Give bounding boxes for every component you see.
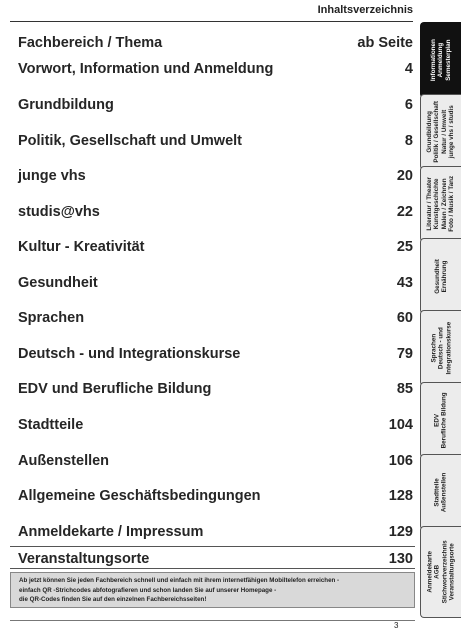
section-tab-label: Anmeldekarte AGB Stichwortverzeichnis Veranstaltungsorte (426, 540, 456, 604)
toc-entry[interactable] (18, 273, 413, 293)
section-tab-edv[interactable] (420, 382, 461, 458)
toc-heading-row (18, 33, 413, 53)
section-tab-label: Informationen Anmeldung Semesterplan (429, 39, 452, 81)
toc-entry-label: Grundbildung (18, 97, 114, 113)
toc-entry-page: 85 (396, 381, 413, 397)
notice-line: die QR-Codes finden Sie auf den einzelnen Fachbereichsseiten! (19, 596, 207, 604)
toc-entry-page: 128 (388, 488, 413, 504)
toc-entry-label: Veranstaltungsorte (18, 551, 150, 567)
section-tab-sprachen[interactable] (420, 310, 461, 386)
section-tab-kultur[interactable] (420, 166, 461, 242)
toc-entry[interactable] (18, 95, 413, 115)
section-tab-label: Gesundheit Ernährung (433, 258, 448, 294)
toc-entry[interactable] (18, 486, 413, 506)
section-tab-label: Grundbildung Politik / Gesellschaft Natur / Umwelt junge vhs / studis (426, 101, 456, 163)
toc-heading-page: ab Seite (357, 35, 413, 51)
header-divider (10, 21, 413, 22)
toc-entry[interactable] (18, 308, 413, 328)
section-tab-informationen[interactable] (420, 22, 461, 98)
page-number: 3 (394, 621, 399, 630)
toc-entry[interactable] (18, 522, 413, 542)
toc-entry[interactable] (18, 379, 413, 399)
toc-entry-page: 4 (404, 61, 413, 77)
toc-entry-label: Kultur - Kreativität (18, 239, 145, 255)
toc-entry[interactable] (18, 549, 413, 569)
toc-entry-page: 8 (404, 133, 413, 149)
section-tab-label: EDV Berufliche Bildung (433, 392, 449, 448)
toc-entry-label: studis@vhs (18, 204, 100, 220)
toc-entry-label: Außenstellen (18, 453, 110, 469)
toc-entry-label: Sprachen (18, 310, 85, 326)
section-tab-gesundheit[interactable] (420, 238, 461, 314)
section-tab-grundbildung[interactable] (420, 94, 461, 170)
toc-entry-page: 43 (396, 275, 413, 291)
toc-entry[interactable] (18, 451, 413, 471)
toc-divider (10, 568, 415, 569)
section-tab-label: Literatur / Theater Kunstgeschichte Malen / Zeichnen Foto / Musik / Tanz (426, 176, 456, 232)
toc-entry[interactable] (18, 59, 413, 79)
toc-entry-label: Vorwort, Information und Anmeldung (18, 61, 274, 77)
toc-entry-label: Anmeldekarte / Impressum (18, 524, 204, 540)
toc-entry-page: 6 (404, 97, 413, 113)
toc-entry[interactable] (18, 131, 413, 151)
toc-entry-label: EDV und Berufliche Bildung (18, 381, 212, 397)
toc-entry-page: 129 (388, 524, 413, 540)
page-header-title: Inhaltsverzeichnis (317, 4, 413, 16)
toc-entry-label: Gesundheit (18, 275, 98, 291)
toc-entry[interactable] (18, 166, 413, 186)
notice-line: Ab jetzt können Sie jeden Fachbereich schnell und einfach mit ihrem internetfähigen Mobiltelefon erreichen - (19, 577, 340, 584)
section-tabs (420, 0, 461, 640)
toc-entry-label: Stadtteile (18, 417, 84, 433)
toc-entry-page: 104 (388, 417, 413, 433)
section-tab-label: Sprachen Deutsch - und Integrationskurse (429, 321, 452, 375)
section-tab-label: Stadtteile Außenstellen (433, 472, 448, 512)
footer-divider (10, 620, 415, 621)
toc-entry[interactable] (18, 344, 413, 364)
toc-entry-label: Politik, Gesellschaft und Umwelt (18, 133, 242, 149)
section-tab-stadtteile[interactable] (420, 454, 461, 530)
qr-code-notice (10, 572, 415, 608)
toc-entry-label: Allgemeine Geschäftsbedingungen (18, 488, 261, 504)
toc-entry-page: 60 (396, 310, 413, 326)
notice-line: einfach QR -Strichcodes abfotografieren und schon landen Sie auf unserer Homepage - (19, 586, 277, 594)
section-tab-anmeldekarte[interactable] (420, 526, 461, 618)
toc-entry-page: 25 (396, 239, 413, 255)
toc-entry[interactable] (18, 237, 413, 257)
toc-entry-page: 79 (396, 346, 413, 362)
toc-entry-label: junge vhs (18, 168, 86, 184)
toc-entry[interactable] (18, 415, 413, 435)
toc-entry-label: Deutsch - und Integrationskurse (18, 346, 241, 362)
toc-entry-page: 130 (388, 551, 413, 567)
toc-entry-page: 106 (388, 453, 413, 469)
toc-heading-label: Fachbereich / Thema (18, 35, 163, 51)
toc-entry[interactable] (18, 202, 413, 222)
toc-divider (10, 546, 415, 547)
toc-entry-page: 20 (396, 168, 413, 184)
toc-entry-page: 22 (396, 204, 413, 220)
